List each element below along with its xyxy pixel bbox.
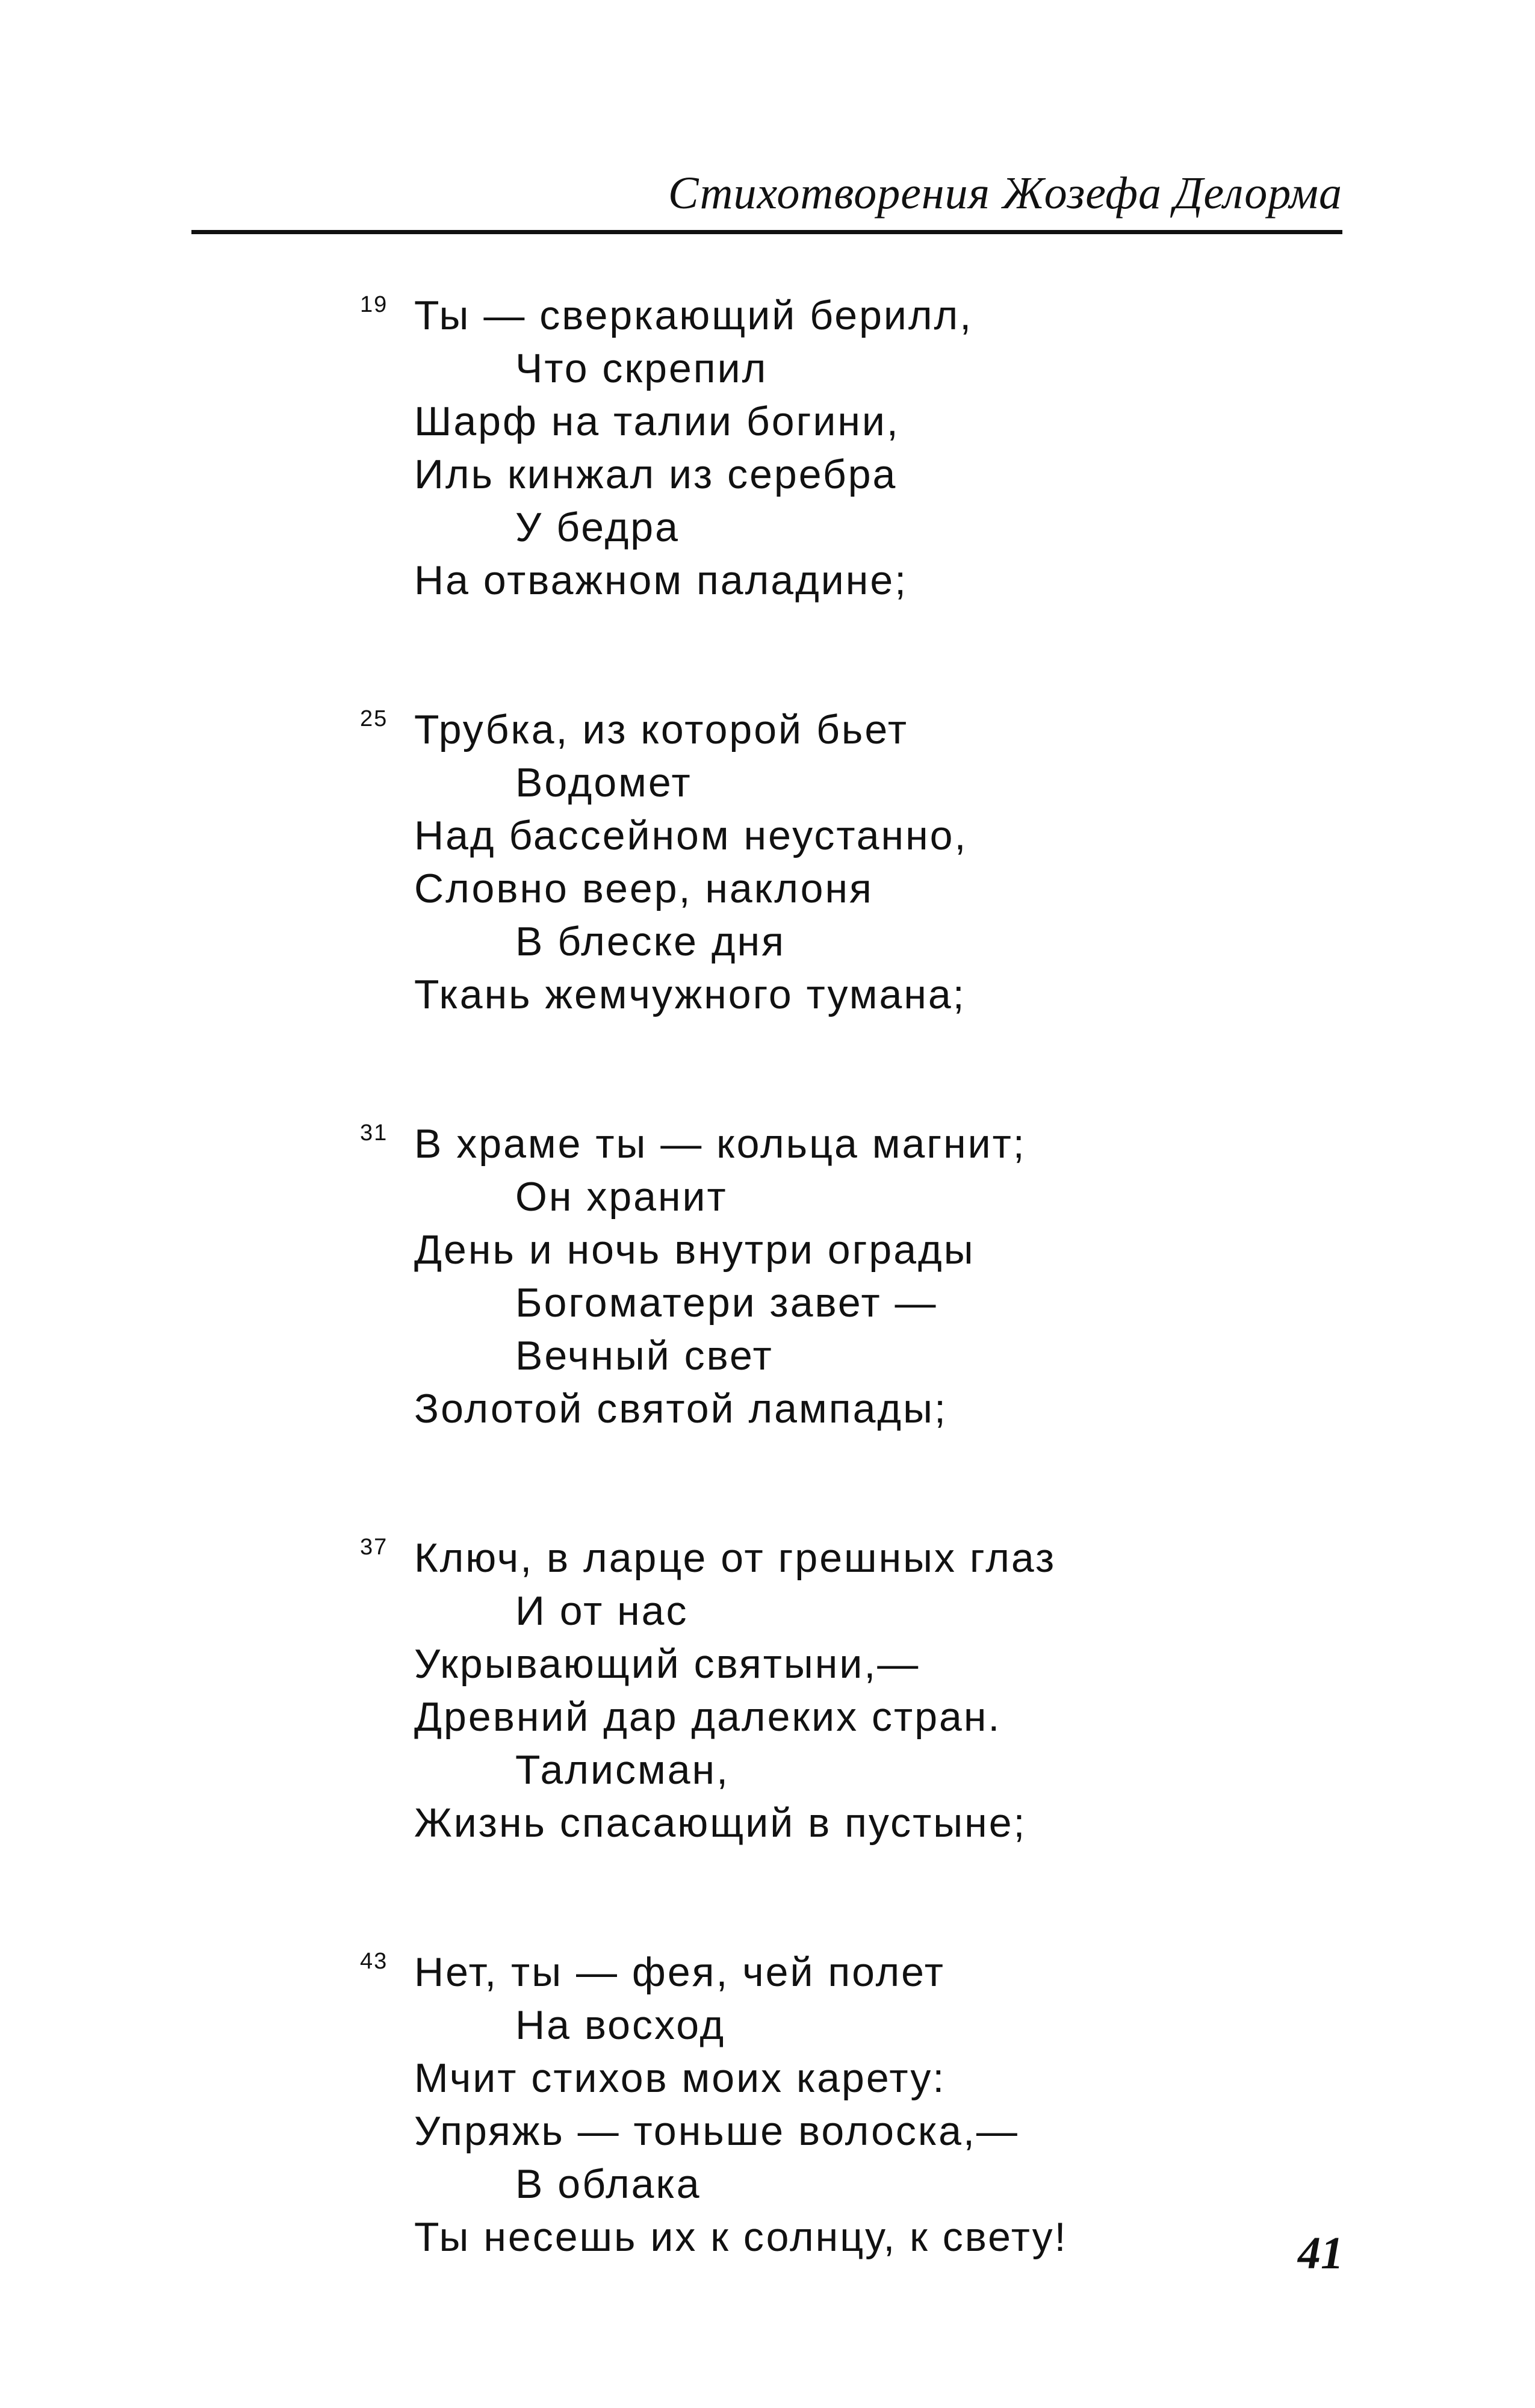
verse-text: В храме ты — кольца магнит; <box>414 1121 1026 1167</box>
verse-line <box>0 1637 1535 1690</box>
verse-line <box>0 1170 1535 1223</box>
verse-text: У бедра <box>515 504 680 550</box>
verse-text: На восход <box>515 2002 726 2048</box>
verse-line <box>0 554 1535 607</box>
verse-line <box>0 1584 1535 1637</box>
verse-text: Водомет <box>515 760 692 805</box>
verse-text: Талисман, <box>515 1747 730 1793</box>
stanza <box>0 289 1535 607</box>
header-rule <box>191 230 1342 234</box>
verse-text: Укрывающий святыни,— <box>414 1641 920 1687</box>
verse-line <box>0 809 1535 862</box>
running-title: Стихотворения Жозефа Делорма <box>668 168 1342 219</box>
verse-line <box>0 1690 1535 1743</box>
verse-text: Что скрепил <box>515 346 768 391</box>
verse-text: День и ночь внутри ограды <box>414 1227 975 1273</box>
verse-line <box>0 756 1535 809</box>
verse-text: Над бассейном неустанно, <box>414 813 968 858</box>
verse-line <box>0 1999 1535 2052</box>
verse-text: Древний дар далеких стран. <box>414 1694 1002 1740</box>
verse-text: В блеске дня <box>515 919 786 964</box>
stanza <box>0 703 1535 1021</box>
verse-line <box>0 1946 1535 1999</box>
stanza <box>0 1946 1535 2264</box>
verse-line <box>0 1223 1535 1276</box>
verse-text: Мчит стихов моих карету: <box>414 2055 946 2101</box>
verse-line <box>0 501 1535 554</box>
verse-text: Жизнь спасающий в пустыне; <box>414 1800 1027 1846</box>
verse-text: Вечный свет <box>515 1333 774 1379</box>
verse-line <box>0 2158 1535 2211</box>
verse-line <box>0 1276 1535 1329</box>
verse-line <box>0 1743 1535 1796</box>
verse-text: В облака <box>515 2161 701 2207</box>
verse-line <box>0 1117 1535 1170</box>
verse-text: Упряжь — тоньше волоска,— <box>414 2108 1019 2154</box>
verse-line <box>0 968 1535 1021</box>
verse-text: Ты — сверкающий берилл, <box>414 293 973 338</box>
line-number: 25 <box>360 706 388 731</box>
verse-text: Он хранит <box>515 1174 728 1220</box>
verse-line <box>0 342 1535 395</box>
stanza <box>0 1531 1535 1849</box>
verse-text: Золотой святой лампады; <box>414 1386 947 1432</box>
line-number: 37 <box>360 1534 388 1560</box>
verse-text: Ключ, в ларце от грешных глаз <box>414 1535 1056 1581</box>
verse-line <box>0 1329 1535 1382</box>
verse-text: Ткань жемчужного тумана; <box>414 972 966 1017</box>
line-number: 31 <box>360 1120 388 1146</box>
page-number: 41 <box>1298 2228 1344 2279</box>
verse-text: Богоматери завет — <box>515 1280 938 1326</box>
verse-line <box>0 289 1535 342</box>
verse-line <box>0 1531 1535 1584</box>
verse-line <box>0 703 1535 756</box>
verse-line <box>0 862 1535 915</box>
poem-body <box>0 289 1535 2360</box>
verse-text: Трубка, из которой бьет <box>414 707 909 752</box>
verse-text: Шарф на талии богини, <box>414 399 900 444</box>
verse-text: И от нас <box>515 1588 689 1634</box>
verse-line <box>0 1796 1535 1849</box>
verse-line <box>0 2052 1535 2105</box>
stanza <box>0 1117 1535 1435</box>
verse-line <box>0 448 1535 501</box>
line-number: 43 <box>360 1949 388 1974</box>
verse-line <box>0 1382 1535 1435</box>
verse-text: Словно веер, наклоня <box>414 866 873 911</box>
line-number: 19 <box>360 292 388 317</box>
verse-text: На отважном паладине; <box>414 557 908 603</box>
verse-line <box>0 915 1535 968</box>
verse-text: Нет, ты — фея, чей полет <box>414 1949 945 1995</box>
verse-line <box>0 2105 1535 2158</box>
verse-line <box>0 395 1535 448</box>
verse-text: Ты несешь их к солнцу, к свету! <box>414 2214 1068 2260</box>
verse-text: Иль кинжал из серебра <box>414 452 898 497</box>
